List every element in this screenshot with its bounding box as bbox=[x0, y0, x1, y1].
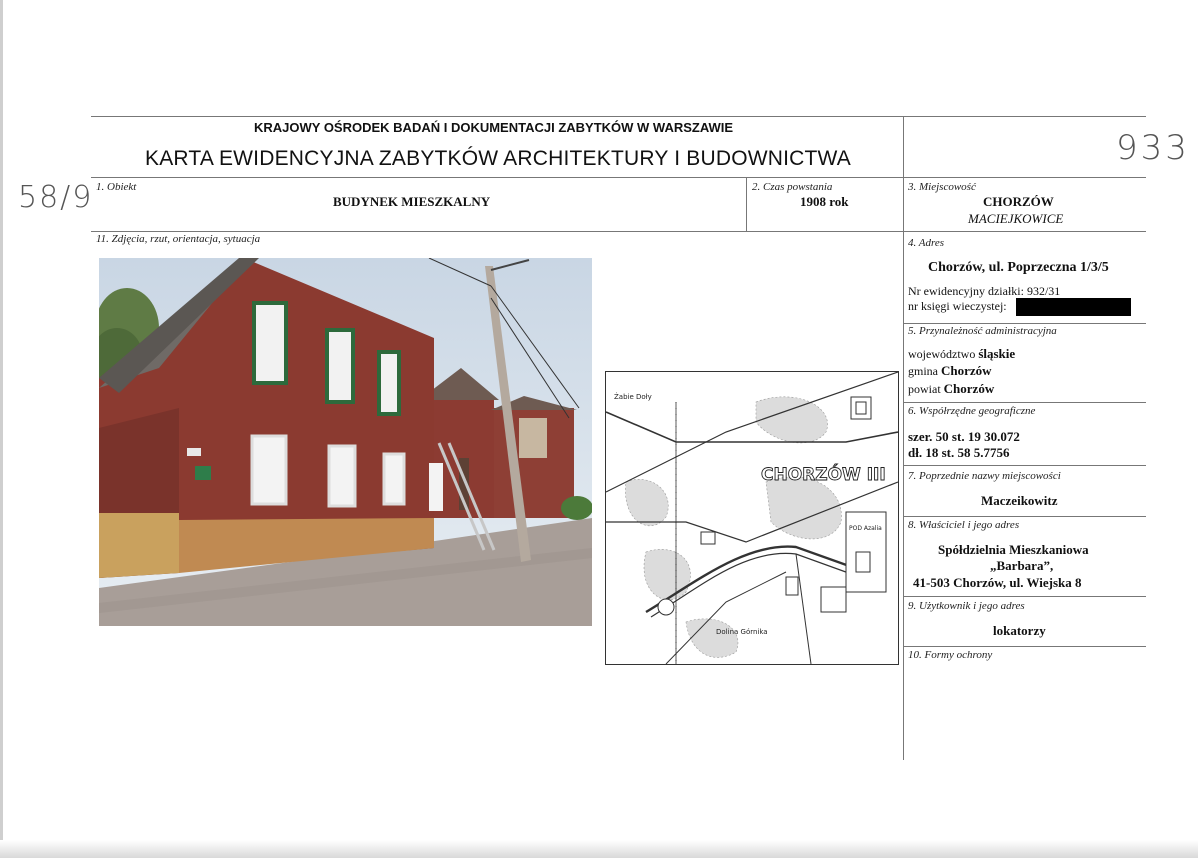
location-map bbox=[605, 371, 899, 665]
field-address-value: Chorzów, ul. Poprzeczna 1/3/5 bbox=[928, 260, 1109, 275]
county-value: Chorzów bbox=[943, 381, 995, 396]
field-date-value: 1908 rok bbox=[800, 194, 849, 209]
scan-edge-bottom bbox=[0, 840, 1198, 858]
redaction-bar bbox=[1016, 298, 1131, 316]
commune-label: gmina bbox=[908, 364, 938, 378]
field-admin-county bbox=[908, 381, 994, 397]
rule-right-9 bbox=[903, 646, 1146, 647]
scan-edge-left bbox=[0, 0, 3, 858]
field-parcel-label: Nr ewidencyjny działki: bbox=[908, 284, 1024, 298]
field-object-value: BUDYNEK MIESZKALNY bbox=[333, 194, 491, 209]
field-place-subvalue: MACIEJKOWICE bbox=[968, 211, 1064, 226]
voivodeship-label: województwo bbox=[908, 347, 976, 361]
handwritten-left-number: 58/9 bbox=[18, 180, 94, 215]
rule-under-fields-1-3 bbox=[91, 231, 1146, 232]
field-admin-voivodeship bbox=[908, 346, 1015, 362]
map-label-park: POD Azalia bbox=[849, 525, 882, 532]
rule-right-8 bbox=[903, 596, 1146, 597]
field-coords-lon: dł. 18 st. 58 5.7756 bbox=[908, 445, 1010, 460]
map-label-valley: Dolina Górnika bbox=[716, 628, 768, 636]
rule-under-title bbox=[91, 177, 1146, 178]
field-coords-lat: szer. 50 st. 19 30.072 bbox=[908, 429, 1020, 444]
field-owner-line2: „Barbara”, bbox=[990, 558, 1054, 573]
field-admin-commune bbox=[908, 363, 992, 379]
rule-col-divider-2 bbox=[903, 116, 904, 760]
field-address-label: 4. Adres bbox=[908, 237, 945, 249]
field-admin-label: 5. Przynależność administracyjna bbox=[908, 325, 1057, 337]
field-land-register-label: nr księgi wieczystej: bbox=[908, 299, 1007, 313]
rule-right-5 bbox=[903, 402, 1146, 403]
map-label-north: Żabie Doły bbox=[614, 393, 652, 401]
field-object-label: 1. Obiekt bbox=[96, 181, 137, 193]
field-user-value: lokatorzy bbox=[993, 623, 1046, 638]
map-label-district: CHORZÓW III bbox=[761, 465, 886, 485]
field-owner-label: 8. Właściciel i jego adres bbox=[908, 519, 1020, 531]
field-place-value: CHORZÓW bbox=[983, 194, 1054, 209]
card-title: KARTA EWIDENCYJNA ZABYTKÓW ARCHITEKTURY I BUDOWNICTWA bbox=[145, 147, 852, 170]
field-coords-label: 6. Współrzędne geograficzne bbox=[908, 405, 1036, 417]
county-label: powiat bbox=[908, 382, 941, 396]
rule-right-4 bbox=[903, 323, 1146, 324]
field-protection-label: 10. Formy ochrony bbox=[908, 649, 993, 661]
handwritten-right-number: 933 bbox=[1116, 128, 1190, 168]
field-photos-label: 11. Zdjęcia, rzut, orientacja, sytuacja bbox=[96, 233, 261, 245]
rule-right-6 bbox=[903, 465, 1146, 466]
field-owner-line1: Spółdzielnia Mieszkaniowa bbox=[938, 542, 1089, 557]
field-date-label: 2. Czas powstania bbox=[752, 181, 833, 193]
field-former-names-value: Maczeikowitz bbox=[981, 493, 1058, 508]
field-parcel-value: 932/31 bbox=[1026, 284, 1061, 298]
field-former-names-label: 7. Poprzednie nazwy miejscowości bbox=[908, 470, 1061, 482]
field-user-label: 9. Użytkownik i jego adres bbox=[908, 600, 1025, 612]
institution-name: KRAJOWY OŚRODEK BADAŃ I DOKUMENTACJI ZABYTKÓW W WARSZAWIE bbox=[254, 120, 734, 135]
field-place-label: 3. Miejscowość bbox=[908, 181, 976, 193]
building-photo bbox=[99, 258, 592, 626]
voivodeship-value: śląskie bbox=[978, 346, 1016, 361]
field-owner-line3: 41-503 Chorzów, ul. Wiejska 8 bbox=[913, 575, 1082, 590]
rule-top bbox=[91, 116, 1146, 117]
rule-right-7 bbox=[903, 516, 1146, 517]
field-parcel-line bbox=[908, 284, 1060, 299]
rule-col-divider-1 bbox=[746, 177, 747, 231]
commune-value: Chorzów bbox=[941, 363, 992, 378]
